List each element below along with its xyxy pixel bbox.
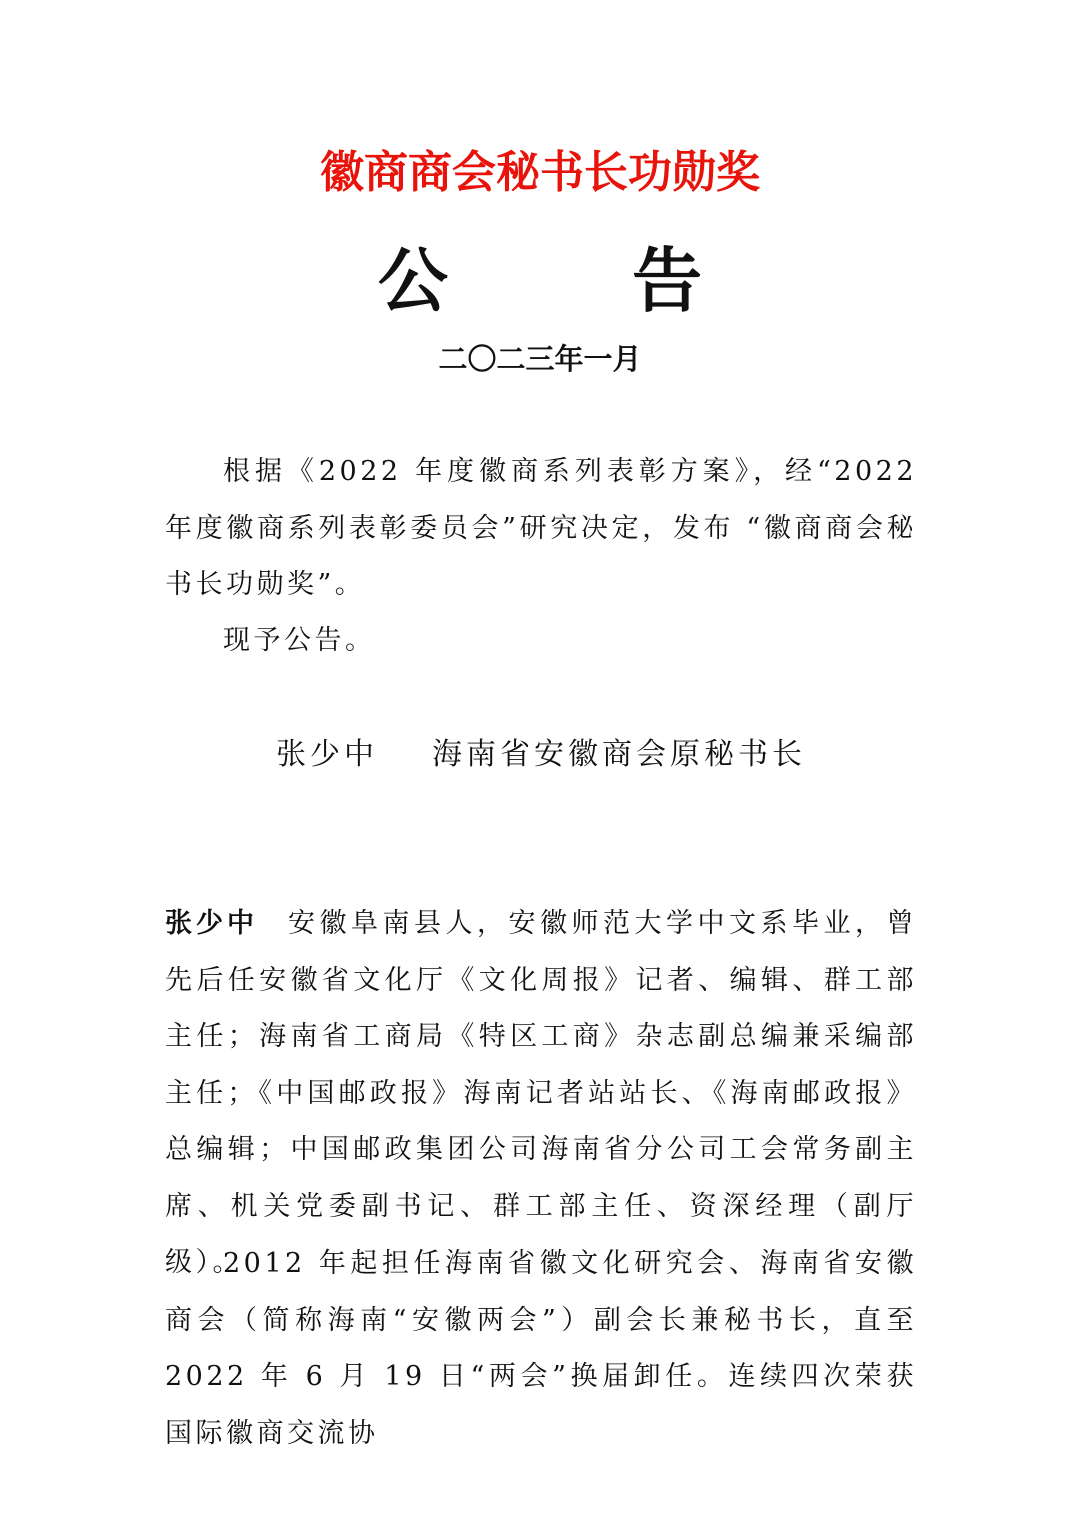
biography-text-1: 安徽阜南县人，安徽师范大学中文系毕业，曾先后任安徽省文化厅《文化周报》记者、编辑、群工部主任；海南省工商局《特区工商》杂志副总编兼采编部主任；《中国邮政报》海南记者站站长、《海南邮政报》总编辑；中国邮政集团公司海南省分公司工会常务副主席、机关党委副书记、群工部主任、资深经理（副厅级）。	[165, 908, 917, 1278]
announcement-date: 二〇二三年一月	[438, 342, 642, 376]
biography-paragraph-2: 2012 年起担任海南省徽文化研究会、海南省安徽商会（简称海南“安徽两会”）副会长兼秘书长，直至 2022 年 6 月 19 日“两会”换届卸任。连续四次荣获国际徽商交流协	[165, 1248, 917, 1449]
award-title: 徽商商会秘书长功勋奖	[320, 147, 760, 198]
recipient-title: 海南省安徽商会原秘书长	[432, 737, 806, 772]
closing-paragraph: 现予公告。	[223, 625, 376, 656]
announcement-heading: 公 告	[377, 240, 783, 322]
recipient-name: 张少中	[276, 737, 378, 772]
biography-paragraph-1	[165, 896, 917, 1292]
biography-name: 张少中	[165, 908, 258, 939]
intro-paragraph: 根据《2022 年度徽商系列表彰方案》，经“2022 年度徽商系列表彰委员会”研究决定，发布 “徽商商会秘书长功勋奖”。	[165, 456, 917, 600]
award-recipient-line	[276, 725, 806, 785]
